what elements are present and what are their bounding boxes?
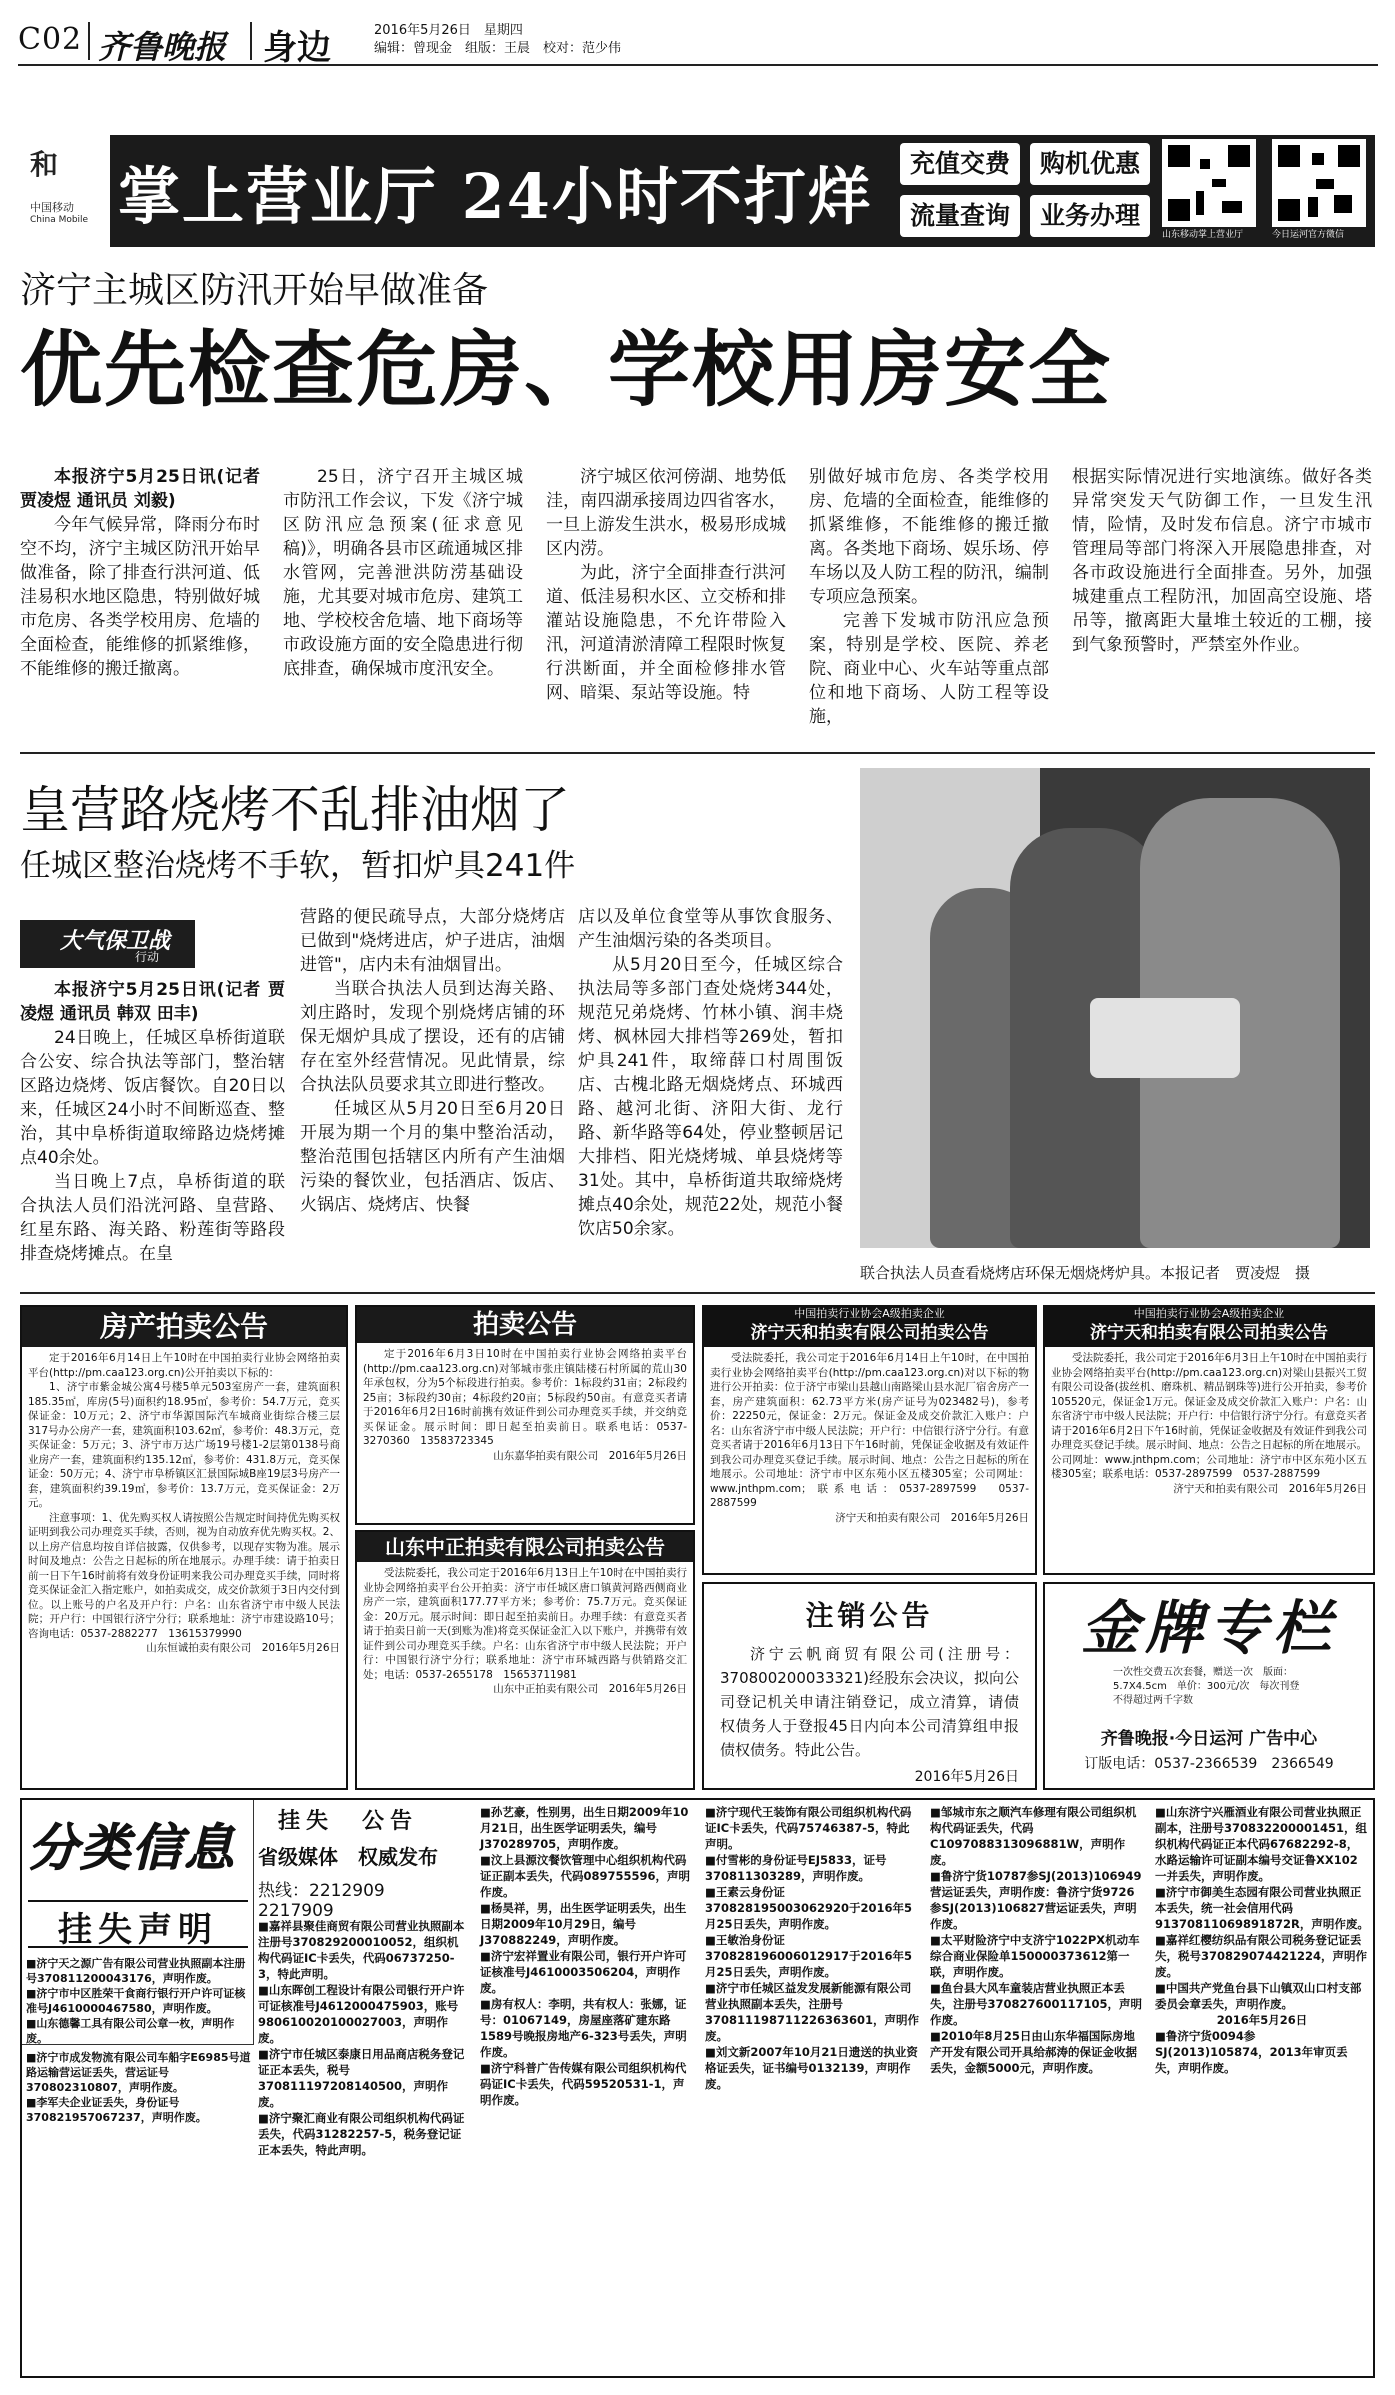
- classified-item: ■鲁济宁货10787参SJ(2013)106949营运证丢失，声明作废：鲁济宁货9726参SJ(2013)106827营运证丢失，声明作废。: [930, 1869, 1142, 1931]
- classified-item: ■济宁市成发物流有限公司车船字E6985号道路运输营运证丢失，营运证号370802310807，声明作废。: [26, 2051, 251, 2094]
- qr-caption-1: 山东移动掌上营业厅: [1162, 230, 1244, 240]
- article1-para: 今年气候异常，降雨分布时空不均，济宁主城区防汛开始早做准备，除了排查行洪河道、低洼易积水地区隐患，特别做好城市危房、各类学校用房、危墙的全面检查，能维修的抓紧维修，不能维修的搬迁撤离。: [20, 515, 260, 679]
- classified-header: [22, 1800, 254, 2045]
- ad-title: 注销公告: [805, 1599, 934, 1632]
- classified-item: ■济宁市任城区泰康日用品商店税务登记证正本丢失，税号370811197208140500，声明作废。: [258, 2047, 465, 2109]
- classified-item: ■汶上县源汶餐饮管理中心组织机构代码证正副本丢失，代码089755596，声明作废。: [480, 1853, 691, 1899]
- classified-col1: [26, 1956, 250, 2046]
- classified-date: 2016年5月26日: [1216, 2013, 1308, 2027]
- ad-sign: 济宁天和拍卖有限公司 2016年5月26日: [1173, 1482, 1367, 1495]
- btn-recharge: 充值交费: [900, 143, 1020, 185]
- ad-para: 受法院委托，我公司定于2016年6月13日上午10时在中国拍卖行业协会网络拍卖平台公开拍卖：济宁市任城区唐口镇黄河路西侧商业房产一宗，建筑面积177.77平方米；参考价：75.7万元。竞买保证金：20万元。展示时间：即日起至拍卖前日。办理手续：有意竞买者请于拍卖日前一天(到账为准)将竞买保证金汇入以下账户，并携带有效证件到公司办理竞买手续。户名：山东省济宁市中级人民法院；开户行：中国银行济宁分行；联系地址：济宁市环城西路与供销路交汇处；电话：0537-2655178 15653711981: [363, 1567, 687, 1681]
- classified-item: ■王敏治身份证370828196006012917于2016年5月25日丢失，声明作废。: [705, 1933, 913, 1979]
- ad-sign: 山东恒诚拍卖有限公司 2016年5月26日: [146, 1642, 340, 1654]
- article1-para: 完善下发城市防汛应急预案，特别是学校、医院、养老院、商业中心、火车站等重点部位和地下商场、人防工程等设施，: [809, 611, 1049, 727]
- btn-business: 业务办理: [1030, 195, 1150, 237]
- ad-title: 拍卖公告: [357, 1307, 693, 1343]
- classified-item: ■山东济宁兴雁酒业有限公司营业执照正副本，注册号370832200001451，组织机构代码证正本代码67682292-8，水路运输许可证副本编号交证鲁XX102一并丢失，声明作废。: [1155, 1805, 1368, 1883]
- cancellation-notice: [702, 1582, 1037, 1790]
- btn-traffic-query: 流量查询: [900, 195, 1020, 237]
- article1-byline: 本报济宁5月25日讯(记者 贾凌煜 通讯员 刘毅): [20, 467, 260, 511]
- ad-phone: 订版电话：0537-2366539 2366549: [1084, 1756, 1334, 1772]
- house-auction-ad: [20, 1305, 348, 1790]
- article2-para: 任城区从5月20日至6月20日开展为期一个月的集中整治活动，整治范围包括辖区内所有产生油烟污染的餐饮业，包括酒店、饭店、火锅店、烧烤店、快餐: [300, 1099, 565, 1215]
- classified-item: ■付雪彬的身份证号EJ5833，证号370811303289，声明作废。: [705, 1853, 887, 1883]
- staff-line: 编辑：曾现金 组版：王晨 校对：范少伟: [374, 41, 622, 56]
- tianhe-auction-ad-1: [702, 1305, 1037, 1575]
- classified-col1b: [26, 2050, 252, 2125]
- classified-col5: [930, 1804, 1145, 2076]
- header-meta: [374, 22, 621, 58]
- ad-title: 金牌专栏: [1080, 1594, 1337, 1662]
- ad-para: 受法院委托，我公司定于2016年6月14日上午10时，在中国拍卖行业协会网络拍卖平台(http://pm.caa123.org.cn)对以下标的物进行公开拍卖：位于济宁市梁山县越山南路梁山县水泥厂宿舍房产一套，房产建筑面积：62.73平方米(房产证号为023482号)，参考价：22250元，保证金：2万元。保证金及成交价款汇入账户：户名：山东省济宁市中级人民法院；开户行：中信银行济宁分行。有意竞买者请于2016年6月13日下午16时前，凭保证金收据及有效证件到我公司办理竞买登记手续。展示时间、地点：公告之日起标的所在地展示。公司地址：济宁市中区东苑小区五楼305室；公司网址：www.jnthpm.com；联系电话：0537-2897599 0537-2887599: [710, 1352, 1029, 1509]
- ad-title: 房产拍卖公告: [22, 1307, 346, 1347]
- article1-para: 根据实际情况进行实地演练。做好各类异常突发天气防御工作，一旦发生汛情，险情，及时发布信息。济宁市城市管理局等部门将深入开展隐患排查，对各市政设施进行全面排查。另外，加强城建重点工程防汛，加固高空设施、塔吊等，撤离距大量堆土较近的工棚，接到气象预警时，严禁室外作业。: [1072, 467, 1372, 655]
- btn-phone-deals: 购机优惠: [1030, 143, 1150, 185]
- article2-byline: 本报济宁5月25日讯(记者 贾凌煜 通讯员 韩双 田丰): [20, 980, 285, 1024]
- article2-para: 当联合执法人员到达海关路、刘庄路时，发现个别烧烤店铺的环保无烟炉具成了摆设，还有的店铺存在室外经营情况。见此情景，综合执法队员要求其立即进行整改。: [300, 979, 565, 1095]
- article2-para: 24日晚上，任城区阜桥街道联合公安、综合执法等部门，整治辖区路边烧烤、饭店餐饮。自20日以来，任城区24小时不间断巡查、整治，其中阜桥街道取缔路边烧烤摊点40余处。: [20, 1028, 285, 1168]
- article1-para: 为此，济宁全面排查行洪河道、低洼易积水区、立交桥和排灌站设施隐患，不允许带险入汛，河道清淤清障工程限时恢复行洪断面，并全面检修排水管网、暗渠、泵站等设施。特: [546, 563, 786, 703]
- qr-code-icon: [1272, 139, 1366, 227]
- article2-para: 从5月20日至今，任城区综合执法局等多部门查处烧烤344处，规范兄弟烧烤、竹林小镇、润丰烧烤、枫林园大排档等269处，暂扣炉具241件，取缔薛口村周围饭店、古槐北路无烟烧烤点、环城西路、越河北街、济阳大街、龙行路、新华路等64处，停业整顿居记大排档、阳光烧烤城、单县烧烤等31处。其中，阜桥街道共取缔烧烤摊点40余处，规范22处，规范小餐饮店50余家。: [578, 955, 843, 1239]
- article2-headline: 皇营路烧烤不乱排油烟了: [20, 781, 570, 839]
- loss-notice-label: 挂失 公告: [278, 1809, 419, 1834]
- china-mobile-logo: [20, 135, 110, 247]
- ad-sign: 山东中正拍卖有限公司 2016年5月26日: [493, 1683, 687, 1695]
- gold-column-ad: [1043, 1582, 1375, 1790]
- classified-hotline-block: [258, 1804, 458, 1921]
- ad-title-block: [1045, 1307, 1373, 1347]
- classified-item: ■鲁济宁货0094参SJ(2013)105874，2013年审页丢失，声明作废。: [1155, 2029, 1348, 2075]
- ad-sign: 山东嘉华拍卖有限公司 2016年5月26日: [493, 1449, 687, 1462]
- article2-col1: [20, 978, 285, 1266]
- classified-item: ■王素云身份证370828195003062920于2016年5月25日丢失，声明作废。: [705, 1885, 913, 1931]
- classified-item: ■济宁天之源广告有限公司营业执照副本注册号370811200043176，声明作废。: [26, 1957, 246, 1985]
- badge-title: 大气保卫战: [60, 929, 171, 954]
- classified-item: ■2010年8月25日由山东华福国际房地产开发有限公司开具给郝涛的保证金收据丢失，金额5000元，声明作废。: [930, 2029, 1137, 2075]
- ad-desc: 一次性交费五次套餐，赠送一次 版面：5.7X4.5cm 单价：300元/次 每次刊登不得超过两千字数: [1113, 1667, 1300, 1706]
- ad-body: [1045, 1347, 1373, 1500]
- classified-item: ■中国共产党鱼台县下山镇双山口村支部委员会章丢失，声明作废。: [1155, 1981, 1362, 2011]
- ad-subtitle: 中国拍卖行业协会A级拍卖企业: [1133, 1307, 1285, 1320]
- divider: [20, 752, 1375, 754]
- ad-body: [357, 1343, 693, 1467]
- article1-para: 济宁城区依河傍湖、地势低洼，南四湖承接周边四省客水，一旦上游发生洪水，极易形成城区内涝。: [546, 467, 786, 559]
- page-header: [18, 18, 1378, 66]
- divider: [20, 1292, 1375, 1294]
- classified-col2: [258, 1918, 470, 2158]
- ad-para: 注意事项：1、优先购买权人请按照公告规定时间持优先购买权证明到我公司办理竞买手续，否则，视为自动放弃优先购买权。2、以上房产信息均按自详信披露，仅供参考，以现存实物为准。展示时间及地点：公告之日起标的所在地展示。办理手续：请于拍卖日前一日下午16时前将有效身份证明来我公司办理竞买手续，同时将竞买保证金汇入指定账户，如拍卖成交，成交价款须于3日内交付到位。以上账号的户名及开户行：户名：山东省济宁市中级人民法院；开户行：中国银行济宁分行；联系地址：济宁市建设路10号；咨询电话：0537-2882277 13615379990: [28, 1511, 340, 1640]
- article1-col3: [546, 465, 786, 705]
- ad-title: 山东中正拍卖有限公司拍卖公告: [357, 1532, 693, 1562]
- article2-col3: [578, 905, 843, 1241]
- classified-item: ■太平财险济宁中支济宁1022PX机动车综合商业保险单150000373612第一联，声明作废。: [930, 1933, 1140, 1979]
- qr-caption-2: 今日运河官方微信: [1272, 230, 1345, 240]
- ad-title-block: [704, 1307, 1035, 1347]
- ad-para: 定于2016年6月3日10时在中国拍卖行业协会网络拍卖平台(http://pm.caa123.org.cn)对邹城市张庄镇陆楼石村所属的荒山30年承包权，分为5个标段进行拍卖。参考价：1标段约31亩；2标段约25亩；3标段约30亩；4标段约20亩；5标段约50亩。有意竞买者请于2016年6月2日16时前携有效证件到公司办理竞买手续，并交纳竞买保证金。展示时间：即日起至拍卖前日。联系电话：0537-3270360 13583723345: [363, 1348, 687, 1447]
- loss-statement-title: 挂失声明: [28, 1900, 248, 1948]
- classified-item: ■济宁市任城区益发发展新能源有限公司营业执照副本丢失，注册号370811198711226363601，声明作废。: [705, 1981, 920, 2043]
- classified-col3: [480, 1804, 695, 2108]
- article1-col2: [283, 465, 523, 681]
- date-line: 2016年5月26日 星期四: [374, 23, 523, 38]
- ad-para: 受法院委托，我公司定于2016年6月3日上午10时在中国拍卖行业协会网络拍卖平台(http://pm.caa123.org.cn)对梁山县振兴工贸有限公司设备(拔丝机、磨珠机、精品钢珠等)进行公开拍卖，参考价105520元，保证金1万元。保证金及成交价款汇入账户：户名：山东省济宁市中级人民法院；开户行：中信银行济宁分行。有意竞买者请于2016年6月2日下午16时前，凭保证金收据及有效证件到我公司办理竞买登记手续。展示时间、地点：公告之日起标的所在地展示。公司网址：www.jnthpm.com；公司地址：济宁市中区东苑小区五楼305室；联系电话：0537-2897599 0537-2887599: [1051, 1352, 1367, 1480]
- ad-date: 2016年5月26日: [914, 1769, 1019, 1785]
- article1-para: 25日，济宁召开主城区城市防汛工作会议，下发《济宁城区防汛应急预案(征求意见稿)》，明确各县市区疏通城区排水管网，完善泄洪防涝基础设施，尤其要对城市危房、建筑工地、学校校舍危墙、地下商场等市政设施方面的安全隐患进行彻底排查，确保城市度汛安全。: [283, 467, 523, 679]
- ad-org: 齐鲁晚报·今日运河 广告中心: [1100, 1729, 1318, 1749]
- news-photo: [860, 768, 1370, 1248]
- classified-item: ■房有权人：李明，共有权人：张娜，证号：01067149，房屋座落矿建东路1589号晚报房地产6-323号丢失，声明作废。: [480, 1997, 687, 2059]
- classified-item: ■嘉祥县聚佳商贸有限公司营业执照副本注册号370829200010052，组织机构代码证IC卡丢失，代码06737250-3，特此声明。: [258, 1919, 465, 1981]
- brand-en: China Mobile: [30, 215, 89, 225]
- classified-item: ■杨昊祥，男，出生医学证明丢失，出生日期2009年10月29日，编号J370882249，声明作废。: [480, 1901, 687, 1947]
- classified-item: ■济宁市中区胜荣干食商行银行开户许可证核准号J4610000467580，声明作废。: [26, 1987, 246, 2015]
- classified-item: ■山东晖创工程设计有限公司银行开户许可证核准号J4612000475903，账号980610020100027003，声明作废。: [258, 1983, 465, 2045]
- ad-para: 定于2016年6月14日上午10时在中国拍卖行业协会网络拍卖平台(http://pm.caa123.org.cn)公开拍卖以下标的：: [28, 1352, 340, 1379]
- brand-mark: 和: [30, 148, 59, 181]
- article1-col5: [1072, 465, 1372, 657]
- classified-item: ■山东德馨工具有限公司公章一枚，声明作废。: [26, 2017, 235, 2045]
- article1-col1: [20, 465, 260, 681]
- hotline: 热线：2212909 2217909: [258, 1881, 402, 1921]
- article2-subhead: 任城区整治烧烤不手软，暂扣炉具241件: [20, 848, 576, 884]
- ad-subtitle: 中国拍卖行业协会A级拍卖企业: [794, 1307, 945, 1320]
- ad-para: 济宁云帆商贸有限公司(注册号：370800200033321)经股东会决议，拟向公司登记机关申请注销登记，成立清算，请债权债务人于登报45日内向本公司清算组申报债权债务。特此公告。: [720, 1645, 1020, 1759]
- article1-col4: [809, 465, 1049, 729]
- brand-cn: 中国移动: [30, 201, 74, 214]
- classified-item: ■邹城市东之顺汽车修理有限公司组织机构代码证丢失，代码C1097088313096881W，声明作废。: [930, 1805, 1137, 1867]
- ad-sign: 济宁天和拍卖有限公司 2016年5月26日: [835, 1511, 1029, 1524]
- classified-title: 分类信息: [28, 1819, 236, 1877]
- china-mobile-banner: [20, 135, 1375, 247]
- classified-item: ■济宁现代王装饰有限公司组织机构代码证IC卡丢失，代码75746387-5，特此声明。: [705, 1805, 912, 1851]
- photo-caption: 联合执法人员查看烧烤店环保无烟烧烤炉具。本报记者 贾凌煜 摄: [860, 1264, 1311, 1282]
- article2-para: 营路的便民疏导点，大部分烧烤店已做到"烧烤进店，炉子进店，油烟进管"，店内未有油烟冒出。: [300, 907, 565, 975]
- classified-item: ■嘉祥红樱纺织品有限公司税务登记证丢失，税号370829074421224，声明作废。: [1155, 1933, 1368, 1979]
- ad-para: 1、济宁市紫金城公寓4号楼5单元503室房产一套，建筑面积185.35㎡，库房(5号)面积约18.95㎡，参考价：54.7万元，竞买保证金：10万元；2、济宁市华源国际汽车城商业街综合楼三层317号办公房产一套，建筑面积103.62㎡，参考价：48.3万元，竞买保证金：5万元；3、济宁市万达广场19号楼1-2层第0138号商业房产一套，建筑面积约135.12㎡，参考价：431.8万元，竞买保证金：50万元；4、济宁市阜桥镇区汇景国际城B座19层3号房产一套，建筑面积约39.19㎡，参考价：13.7万元，竞买保证金：2万元。: [28, 1381, 340, 1509]
- paper-logo: 齐鲁晚报: [98, 28, 227, 66]
- badge-sub: 行动: [135, 950, 160, 964]
- classified-col4: [705, 1804, 920, 2092]
- article1-headline: 优先检查危房、学校用房安全: [20, 323, 1113, 418]
- classified-col6: [1155, 1804, 1369, 2076]
- classified-item: ■济宁科普广告传媒有限公司组织机构代码证IC卡丢失，代码59520531-1，声明作废。: [480, 2061, 687, 2107]
- classified-item: ■李军夫企业证丢失，身份证号370821957067237，声明作废。: [26, 2096, 207, 2124]
- ad-body: [22, 1347, 346, 1660]
- article1-para: 别做好城市危房、各类学校用房、危墙的全面检查，能维修的抓紧维修，不能维修的搬迁撤离。各类地下商场、娱乐场、停车场以及人防工程的防汛，编制专项应急预案。: [809, 467, 1049, 607]
- article2-col2: [300, 905, 565, 1217]
- ad-title: 济宁天和拍卖有限公司拍卖公告: [1090, 1323, 1328, 1343]
- tianhe-auction-ad-2: [1043, 1305, 1375, 1575]
- auction-ad: [355, 1305, 695, 1525]
- classified-item: ■济宁聚汇商业有限公司组织机构代码证丢失，代码31282257-5，税务登记证正本丢失，特此声明。: [258, 2111, 465, 2157]
- classified-section: [20, 1798, 1375, 2378]
- banner-slogan: 掌上营业厅 24小时不打烊: [118, 160, 872, 233]
- classified-item: ■济宁宏祥置业有限公司，银行开户许可证核准号J4610003506204，声明作废。: [480, 1949, 687, 1995]
- media-label: 省级媒体 权威发布: [258, 1845, 438, 1869]
- ad-body: [704, 1347, 1035, 1529]
- ad-title: 济宁天和拍卖有限公司拍卖公告: [750, 1323, 989, 1343]
- article2-para: 店以及单位食堂等从事饮食服务、产生油烟污染的各类项目。: [578, 907, 843, 951]
- classified-item: ■济宁市御美生态园有限公司营业执照正本丢失，统一社会信用代码91370811069891872R，声明作废。: [1155, 1885, 1369, 1931]
- section-name: 身边: [263, 28, 331, 68]
- campaign-badge: [20, 920, 195, 968]
- article1-kicker: 济宁主城区防汛开始早做准备: [20, 270, 489, 311]
- zhongzheng-auction-ad: [355, 1530, 695, 1790]
- article2-para: 当日晚上7点，阜桥街道的联合执法人员们沿洸河路、皇营路、红星东路、海关路、粉莲街等路段排查烧烤摊点。在皇: [20, 1172, 285, 1264]
- ad-body: [357, 1562, 693, 1701]
- classified-item: ■孙艺豪，性别男，出生日期2009年10月21日，出生医学证明丢失，编号J370289705，声明作废。: [480, 1805, 689, 1851]
- page-number: C02: [18, 22, 83, 57]
- qr-code-icon: [1162, 139, 1256, 227]
- classified-item: ■刘文新2007年10月21日遗送的执业资格证丢失，证书编号0132139，声明作废。: [705, 2045, 918, 2091]
- classified-item: ■鱼台县大风车童装店营业执照正本丢失，注册号370827600117105，声明作废。: [930, 1981, 1143, 2027]
